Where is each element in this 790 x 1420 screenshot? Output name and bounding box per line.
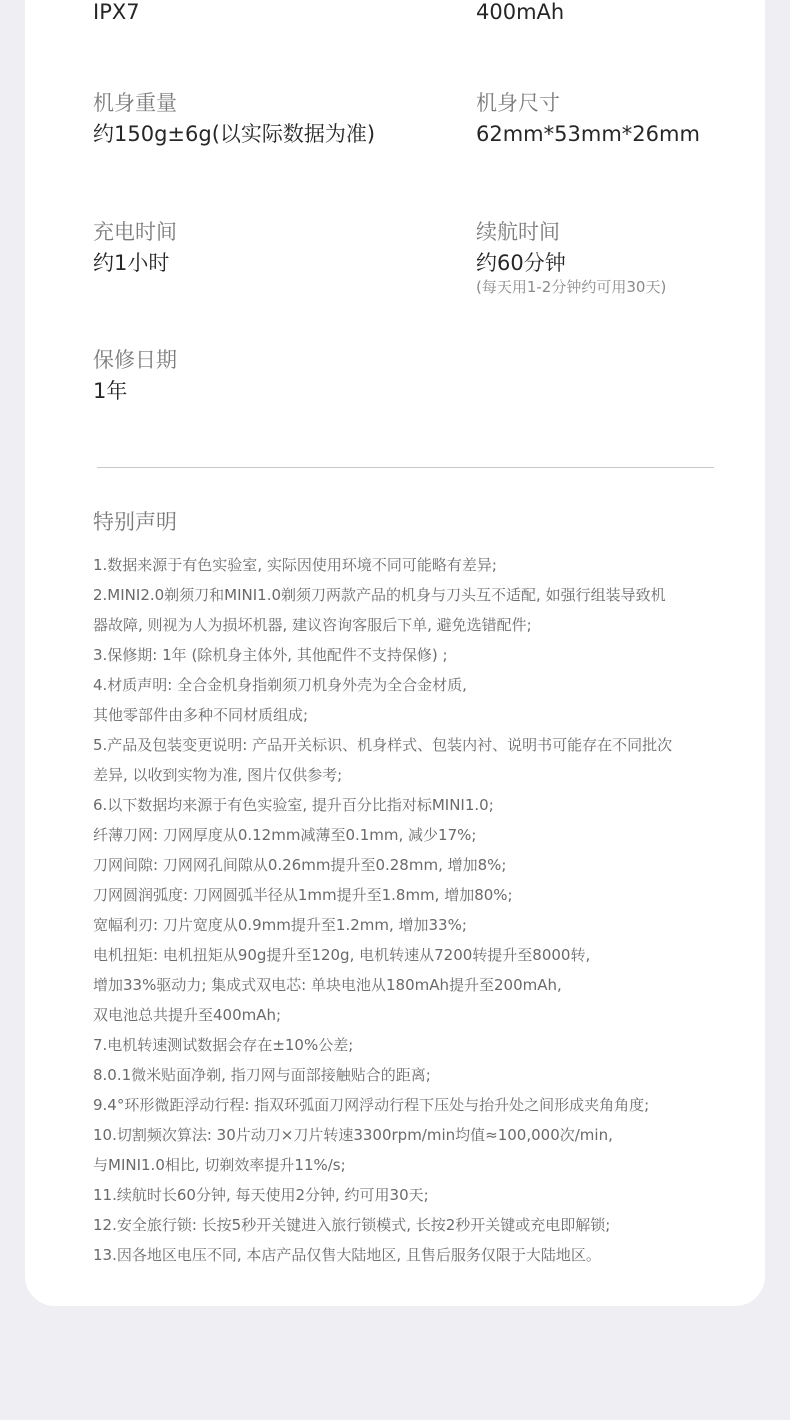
spec-size-label: 机身尺寸 <box>476 91 560 115</box>
spec-runtime-value: 约60分钟 <box>476 251 566 275</box>
spec-charge-time-value: 约1小时 <box>93 251 170 275</box>
spec-size-value: 62mm*53mm*26mm <box>476 122 700 146</box>
notice-line: 4.材质声明: 全合金机身指剃须刀机身外壳为全合金材质, <box>93 676 467 694</box>
spec-weight-value: 约150g±6g(以实际数据为准) <box>93 122 376 146</box>
notice-line: 电机扭矩: 电机扭矩从90g提升至120g, 电机转速从7200转提升至8000转, <box>93 946 591 964</box>
notice-line: 刀网间隙: 刀网网孔间隙从0.26mm提升至0.28mm, 增加8%; <box>93 856 507 874</box>
notice-list <box>93 550 723 1270</box>
notice-line: 双电池总共提升至400mAh; <box>93 1006 282 1024</box>
spec-charge-time-label: 充电时间 <box>93 220 177 244</box>
spec-battery-value: 400mAh <box>476 0 565 24</box>
notice-line: 9.4°环形微距浮动行程: 指双环弧面刀网浮动行程下压处与抬升处之间形成夹角角度; <box>93 1096 650 1114</box>
spec-runtime-note: (每天用1-2分钟约可用30天) <box>476 278 667 296</box>
spec-runtime-label: 续航时间 <box>476 220 560 244</box>
notice-line: 12.安全旅行锁: 长按5秒开关键进入旅行锁模式, 长按2秒开关键或充电即解锁; <box>93 1216 611 1234</box>
notice-line: 增加33%驱动力; 集成式双电芯: 单块电池从180mAh提升至200mAh, <box>93 976 562 994</box>
spec-weight <box>93 93 375 145</box>
notice-line: 与MINI1.0相比, 切剃效率提升11%/s; <box>93 1156 346 1174</box>
notice-line: 8.0.1微米贴面净剃, 指刀网与面部接触贴合的距离; <box>93 1066 431 1084</box>
spec-charge-time <box>93 222 177 274</box>
notice-line: 刀网圆润弧度: 刀网圆弧半径从1mm提升至1.8mm, 增加80%; <box>93 886 513 904</box>
notice-line: 6.以下数据均来源于有色实验室, 提升百分比指对标MINI1.0; <box>93 796 494 814</box>
spec-waterproof-value: IPX7 <box>93 0 140 24</box>
notice-line: 器故障, 则视为人为损坏机器, 建议咨询客服后下单, 避免选错配件; <box>93 616 532 634</box>
notice-line: 宽幅利刃: 刀片宽度从0.9mm提升至1.2mm, 增加33%; <box>93 916 467 934</box>
spec-warranty <box>93 350 177 402</box>
notice-line: 1.数据来源于有色实验室, 实际因使用环境不同可能略有差异; <box>93 556 497 574</box>
notice-line: 差异, 以收到实物为准, 图片仅供参考; <box>93 766 343 784</box>
spec-weight-label: 机身重量 <box>93 91 177 115</box>
notice-line: 13.因各地区电压不同, 本店产品仅售大陆地区, 且售后服务仅限于大陆地区。 <box>93 1246 601 1264</box>
notice-line: 3.保修期: 1年 (除机身主体外, 其他配件不支持保修) ; <box>93 646 448 664</box>
notice-line: 其他零部件由多种不同材质组成; <box>93 706 309 724</box>
notice-line: 10.切割频次算法: 30片动刀×刀片转速3300rpm/min均值≈100,000次/min, <box>93 1126 613 1144</box>
spec-warranty-value: 1年 <box>93 379 128 403</box>
spec-runtime <box>476 222 666 295</box>
notice-line: 5.产品及包装变更说明: 产品开关标识、机身样式、包装内衬、说明书可能存在不同批次 <box>93 736 673 754</box>
spec-battery <box>476 2 564 23</box>
notice-line: 7.电机转速测试数据会存在±10%公差; <box>93 1036 354 1054</box>
notice-line: 纤薄刀网: 刀网厚度从0.12mm减薄至0.1mm, 减少17%; <box>93 826 477 844</box>
section-divider <box>97 467 714 468</box>
notice-line: 2.MINI2.0剃须刀和MINI1.0剃须刀两款产品的机身与刀头互不适配, 如强行组装导致机 <box>93 586 666 604</box>
spec-waterproof <box>93 2 140 23</box>
spec-size <box>476 93 700 145</box>
spec-warranty-label: 保修日期 <box>93 348 177 372</box>
notice-title: 特别声明 <box>93 510 177 534</box>
notice-line: 11.续航时长60分钟, 每天使用2分钟, 约可用30天; <box>93 1186 429 1204</box>
